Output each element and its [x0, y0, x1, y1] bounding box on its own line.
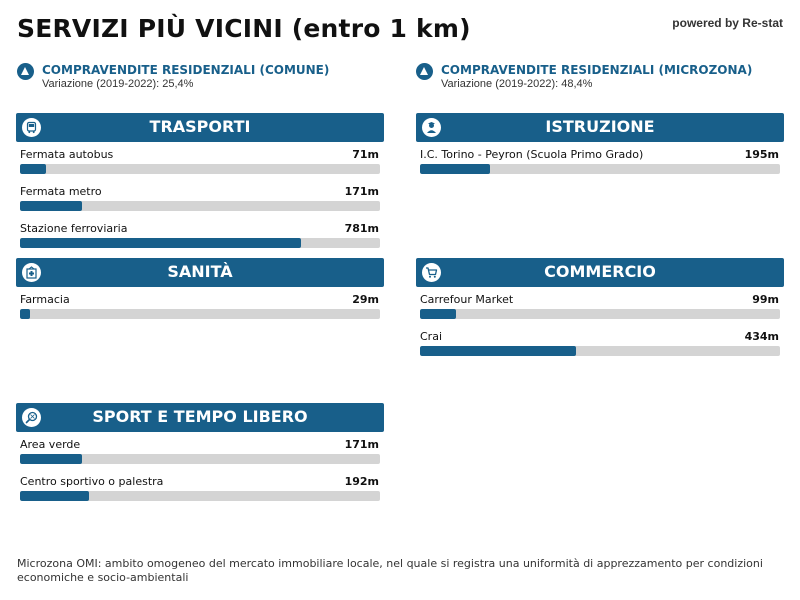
stat-title: COMPRAVENDITE RESIDENZIALI (MICROZONA)	[441, 63, 753, 77]
item-name: Stazione ferroviaria	[20, 222, 128, 235]
distance-bar	[20, 238, 380, 248]
list-item	[19, 179, 381, 216]
list-item	[419, 142, 781, 179]
section-header	[416, 258, 784, 287]
item-name: Farmacia	[20, 293, 70, 306]
stat-subtitle: Variazione (2019-2022): 48,4%	[441, 78, 593, 90]
triangle-up-icon	[416, 63, 433, 80]
item-name: Fermata metro	[20, 185, 102, 198]
section-header	[16, 403, 384, 432]
powered-by-logo: powered by Re-stat	[672, 16, 783, 30]
page-title: SERVIZI PIÙ VICINI (entro 1 km)	[17, 14, 471, 43]
item-name: Carrefour Market	[420, 293, 514, 306]
item-name: Centro sportivo o palestra	[20, 475, 164, 488]
stat-title: COMPRAVENDITE RESIDENZIALI (COMUNE)	[42, 63, 330, 77]
item-name: Area verde	[20, 438, 81, 451]
triangle-up-icon	[17, 63, 34, 80]
section-title: COMMERCIO	[544, 262, 656, 281]
footnote: Microzona OMI: ambito omogeneo del mercato immobiliare locale, nel quale si registra una uniformità di apprezzamento per condizioni economiche e socio-ambientali	[17, 557, 763, 584]
distance-bar-fill	[20, 238, 301, 248]
item-distance: 99m	[752, 293, 779, 306]
item-name: Crai	[420, 330, 442, 343]
section-title: SANITÀ	[167, 262, 233, 281]
distance-bar	[420, 164, 780, 174]
distance-bar-fill	[420, 309, 456, 319]
distance-bar-fill	[420, 164, 490, 174]
item-distance: 171m	[344, 185, 379, 198]
distance-bar-fill	[20, 309, 30, 319]
list-item	[19, 432, 381, 469]
item-distance: 71m	[352, 148, 379, 161]
distance-bar	[20, 454, 380, 464]
item-distance: 195m	[744, 148, 779, 161]
section-commercio	[416, 258, 784, 361]
distance-bar-fill	[420, 346, 576, 356]
section-header	[416, 113, 784, 142]
distance-bar	[420, 309, 780, 319]
section-title: TRASPORTI	[149, 117, 251, 136]
distance-bar	[20, 164, 380, 174]
section-title: SPORT E TEMPO LIBERO	[92, 407, 308, 426]
list-item	[419, 287, 781, 324]
distance-bar-fill	[20, 164, 46, 174]
list-item	[419, 324, 781, 361]
list-item	[19, 469, 381, 506]
distance-bar-fill	[20, 454, 82, 464]
section-title: ISTRUZIONE	[545, 117, 655, 136]
distance-bar	[420, 346, 780, 356]
distance-bar-fill	[20, 491, 89, 501]
item-distance: 781m	[344, 222, 379, 235]
list-item	[19, 142, 381, 179]
stat-subtitle: Variazione (2019-2022): 25,4%	[42, 78, 194, 90]
section-header	[16, 258, 384, 287]
item-distance: 434m	[744, 330, 779, 343]
section-istruzione	[416, 113, 784, 179]
list-item	[19, 287, 381, 324]
section-sport	[16, 403, 384, 506]
item-distance: 29m	[352, 293, 379, 306]
section-header	[16, 113, 384, 142]
section-sanita	[16, 258, 384, 324]
item-name: Fermata autobus	[20, 148, 114, 161]
distance-bar-fill	[20, 201, 82, 211]
distance-bar	[20, 309, 380, 319]
item-distance: 171m	[344, 438, 379, 451]
item-distance: 192m	[344, 475, 379, 488]
list-item	[19, 216, 381, 253]
distance-bar	[20, 491, 380, 501]
section-trasporti	[16, 113, 384, 253]
distance-bar	[20, 201, 380, 211]
item-name: I.C. Torino - Peyron (Scuola Primo Grado)	[420, 148, 644, 161]
